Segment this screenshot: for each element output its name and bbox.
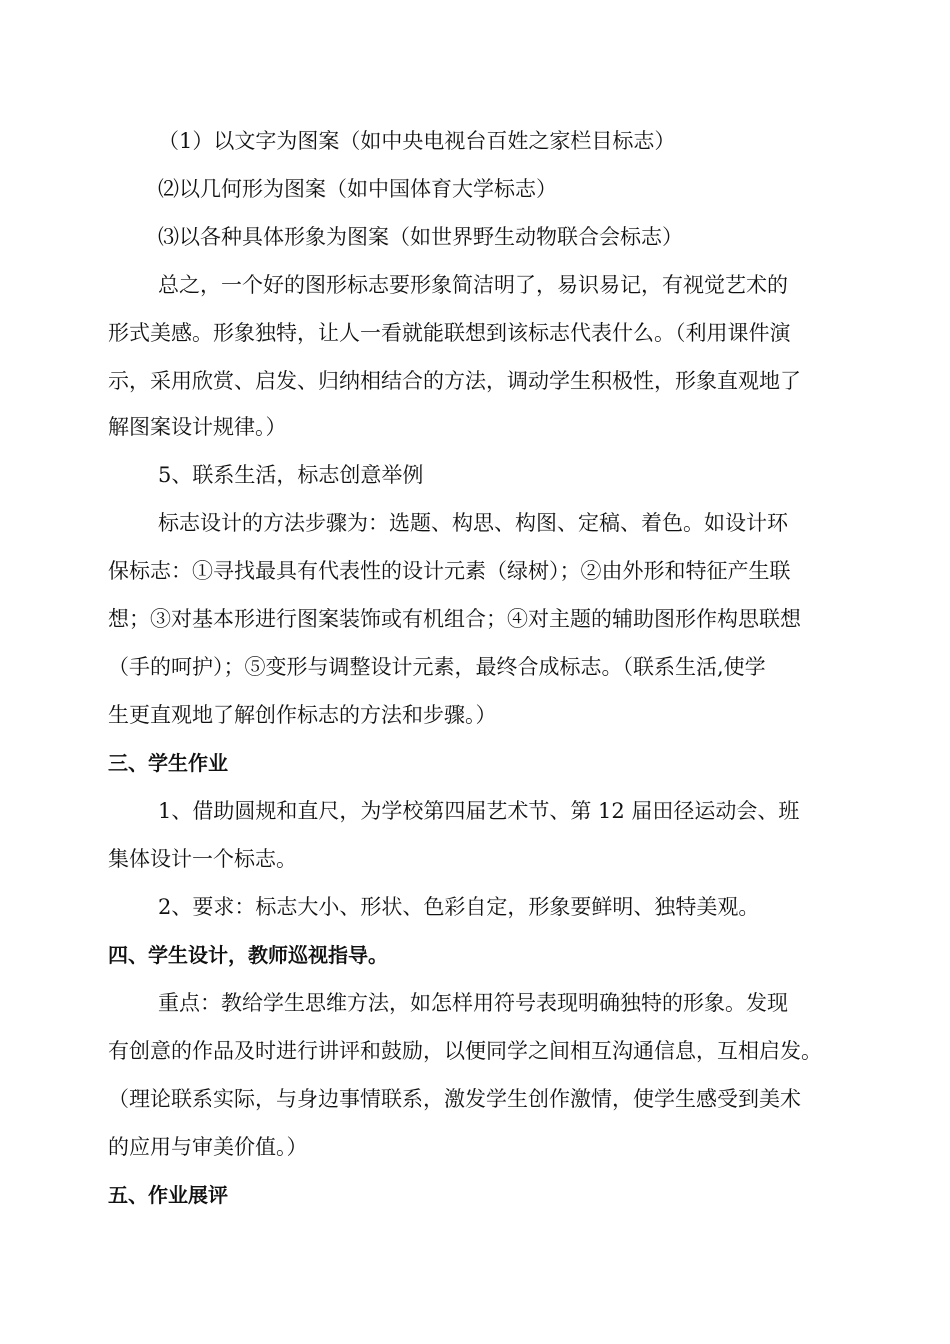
list-item-geometric-pattern: ⑵以几何形为图案（如中国体育大学标志） <box>158 177 557 201</box>
section-heading-student-design: 四、学生设计，教师巡视指导。 <box>108 943 388 967</box>
paragraph-steps-line-1: 标志设计的方法步骤为：选题、构思、构图、定稿、着色。如设计环 <box>158 511 788 535</box>
list-item-text-pattern: （1）以文字为图案（如中央电视台百姓之家栏目标志） <box>158 129 676 153</box>
paragraph-steps-line-4: （手的呵护）；⑤变形与调整设计元素，最终合成标志。（联系生活,使学 <box>108 655 766 679</box>
homework-item-1-line-2: 集体设计一个标志。 <box>108 847 297 871</box>
subheading-life-examples: 5、联系生活，标志创意举例 <box>158 463 424 487</box>
paragraph-summary-line-4: 解图案设计规律。） <box>108 415 287 439</box>
list-item-concrete-pattern: ⑶以各种具体形象为图案（如世界野生动物联合会标志） <box>158 225 683 249</box>
paragraph-focus-line-4: 的应用与审美价值。） <box>108 1135 308 1159</box>
paragraph-steps-line-3: 想；③对基本形进行图案装饰或有机组合；④对主题的辅助图形作构思联想 <box>108 607 801 631</box>
paragraph-steps-line-5: 生更直观地了解创作标志的方法和步骤。） <box>108 703 497 727</box>
section-heading-exhibition: 五、作业展评 <box>108 1183 228 1207</box>
paragraph-summary-line-3: 示，采用欣赏、启发、归纳相结合的方法，调动学生积极性，形象直观地了 <box>108 369 801 393</box>
paragraph-focus-line-2: 有创意的作品及时进行讲评和鼓励，以便同学之间相互沟通信息，互相启发。 <box>108 1039 822 1063</box>
paragraph-focus-line-1: 重点：教给学生思维方法，如怎样用符号表现明确独特的形象。发现 <box>158 991 788 1015</box>
homework-item-1-line-1: 1、借助圆规和直尺，为学校第四届艺术节、第 12 届田径运动会、班 <box>158 799 800 823</box>
paragraph-summary-line-2: 形式美感。形象独特，让人一看就能联想到该标志代表什么。（利用课件演 <box>108 321 791 345</box>
paragraph-steps-line-2: 保标志：①寻找最具有代表性的设计元素（绿树）；②由外形和特征产生联 <box>108 559 791 583</box>
section-heading-homework: 三、学生作业 <box>108 751 228 775</box>
paragraph-summary-line-1: 总之，一个好的图形标志要形象简洁明了，易识易记，有视觉艺术的 <box>158 273 788 297</box>
homework-item-2: 2、要求：标志大小、形状、色彩自定，形象要鲜明、独特美观。 <box>158 895 760 919</box>
paragraph-focus-line-3: （理论联系实际，与身边事情联系，激发学生创作激情，使学生感受到美术 <box>108 1087 801 1111</box>
